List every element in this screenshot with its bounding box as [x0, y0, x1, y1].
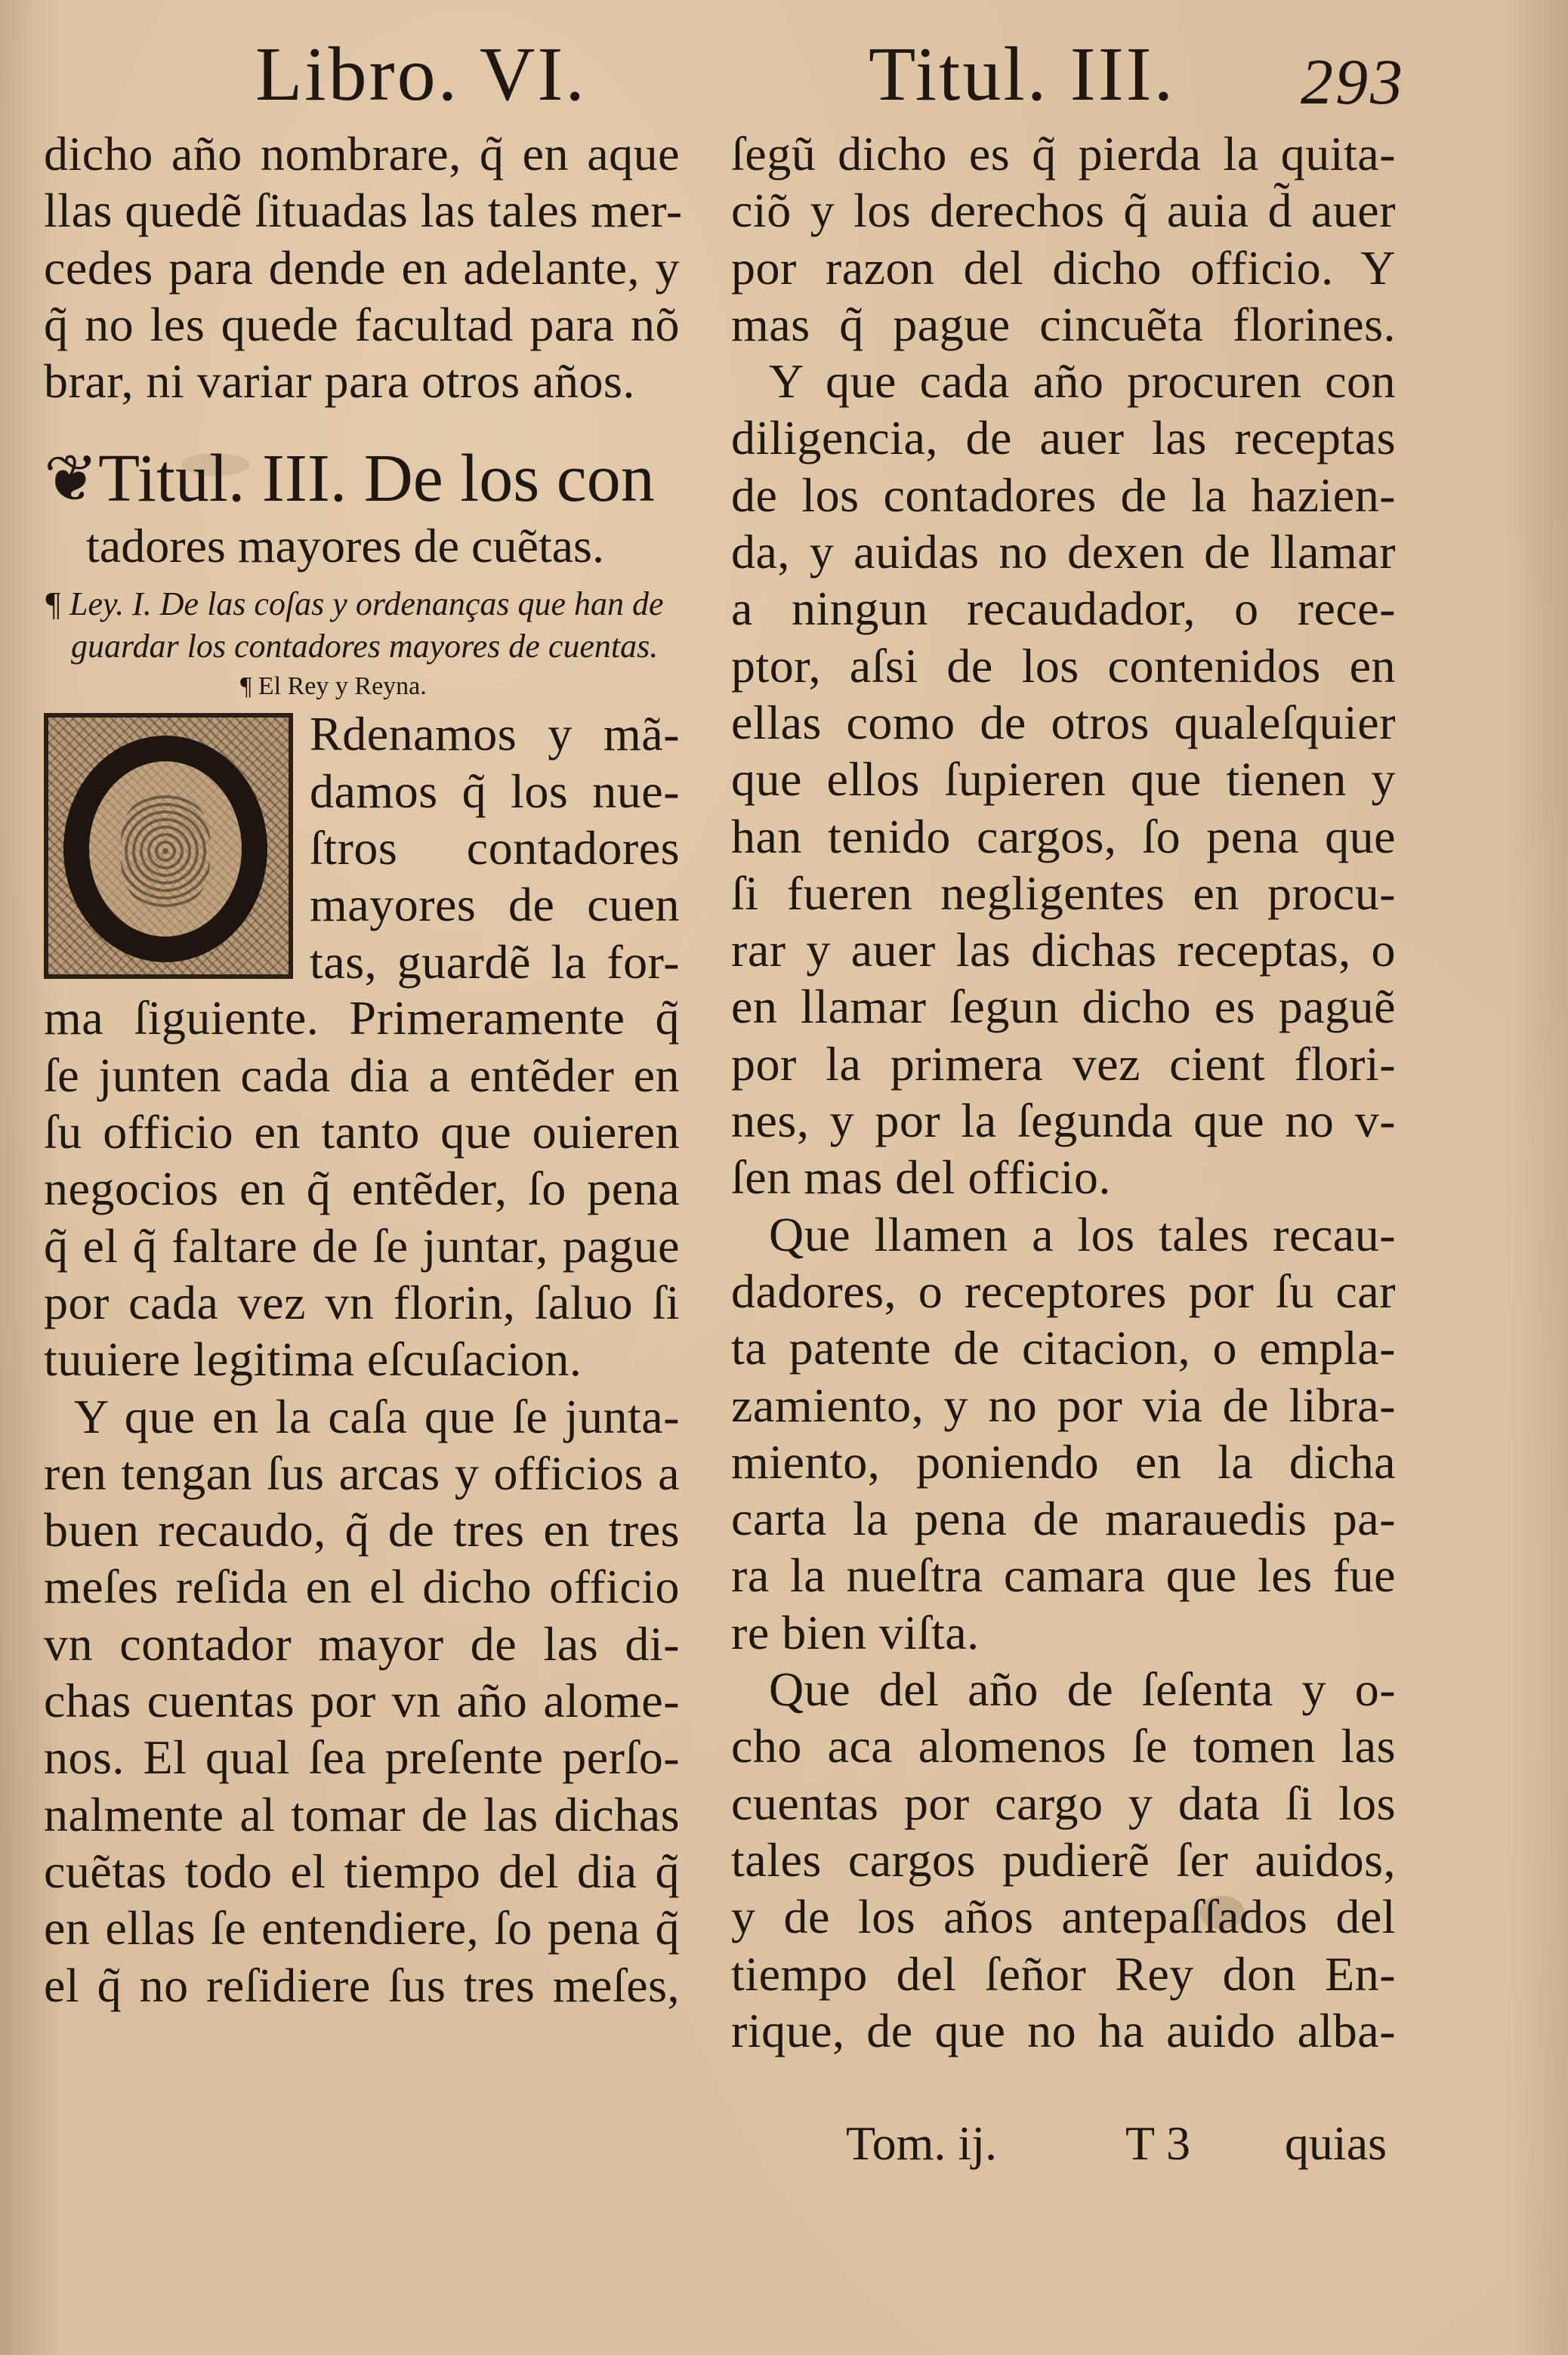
text-line: q̃ el q̃ faltare de ſe juntar, pague: [44, 1218, 680, 1273]
section-title-line1: Titul. III. De los con: [98, 441, 655, 517]
text-line: Que llamen a los tales recau-: [769, 1207, 1396, 1261]
decorated-initial-block: [44, 705, 680, 989]
text-line: ſtros contadores: [310, 821, 680, 875]
text-line: re bien viſta.: [731, 1605, 980, 1659]
text-line: tales cargos pudierẽ ſer auidos,: [731, 1832, 1396, 1887]
running-head-left: Libro. VI.: [255, 32, 587, 117]
right-column: [731, 125, 1396, 2059]
law-rubric-line1: ¶ Ley. I. De las coſas y ordenanças que han de: [44, 585, 664, 623]
decorated-initial-o: [44, 713, 293, 979]
text-line: cuentas por cargo y data ſi los: [731, 1776, 1396, 1830]
text-line: ra la nueſtra camara que les fue: [731, 1548, 1396, 1603]
folio-number: 293: [1301, 45, 1405, 118]
text-line: meſes reſida en el dicho officio: [44, 1560, 680, 1614]
text-line: carta la pena de marauedis pa-: [731, 1492, 1396, 1546]
text-line: tuuiere legitima eſcuſacion.: [44, 1332, 582, 1387]
text-line: han tenido cargos, ſo pena que: [731, 809, 1396, 863]
text-line: da, y auidas no dexen de llamar: [731, 525, 1396, 579]
text-line: en llamar ſegun dicho es paguẽ: [731, 980, 1396, 1034]
text-line: cuẽtas todo el tiempo del dia q̃: [44, 1844, 680, 1898]
text-line: ſegũ dicho es q̃ pierda la quita-: [731, 127, 1396, 181]
text-line: ſi fueren negligentes en procu-: [731, 866, 1396, 920]
text-line: el q̃ no reſidiere ſus tres meſes,: [44, 1958, 680, 2012]
text-line: a ningun recaudador, o rece-: [731, 582, 1396, 636]
text-line: ma ſiguiente. Primeramente q̃: [44, 991, 680, 1045]
text-line: Y que cada año procuren con: [769, 354, 1396, 409]
section-title: [44, 441, 680, 517]
law-rubric-line3: ¶ El Rey y Reyna.: [240, 672, 427, 701]
text-line: buen recaudo, q̃ de tres en tres: [44, 1503, 680, 1557]
text-line: damos q̃ los nue-: [310, 764, 680, 818]
left-column: [44, 125, 683, 2014]
text-line: ptor, aſsi de los contenidos en: [731, 638, 1396, 693]
text-line: brar, ni variar para otros años.: [44, 354, 635, 409]
text-line: q̃ no les quede facultad para nõ: [44, 297, 680, 351]
text-line: Que del año de ſeſenta y o-: [769, 1662, 1396, 1717]
text-line: nalmente al tomar de las dichas: [44, 1787, 680, 1841]
text-line: nes, y por la ſegunda que no v-: [731, 1094, 1396, 1148]
text-line: tas, guardẽ la for-: [310, 934, 680, 989]
text-line: Rdenamos y mã-: [310, 707, 680, 761]
text-line: dicho año nombrare, q̃ en aque: [44, 127, 680, 181]
text-line: en ellas ſe entendiere, ſo pena q̃: [44, 1901, 680, 1955]
text-line: por cada vez vn florin, ſaluo ſi: [44, 1275, 680, 1329]
text-line: vn contador mayor de las di-: [44, 1616, 680, 1671]
text-line: diligencia, de auer las receptas: [731, 411, 1396, 465]
text-line: llas quedẽ ſituadas las tales mer-: [44, 184, 683, 238]
text-line: ta patente de citacion, o empla-: [731, 1321, 1396, 1375]
text-line: nos. El qual ſea preſente perſo-: [44, 1730, 680, 1785]
text-line: mayores de cuen: [310, 878, 680, 932]
text-line: cho aca alomenos ſe tomen las: [731, 1719, 1396, 1773]
text-line: negocios en q̃ entẽder, ſo pena: [44, 1162, 680, 1216]
running-head-center: Titul. III.: [869, 32, 1176, 117]
text-line: que ellos ſupieren que tienen y: [731, 752, 1396, 807]
text-line: rique, de que no ha auido alba-: [731, 2003, 1396, 2057]
text-line: ren tengan ſus arcas y officios a: [44, 1446, 680, 1500]
text-line: ſe junten cada dia a entẽder en: [44, 1048, 680, 1102]
text-line: miento, poniendo en la dicha: [731, 1434, 1396, 1489]
initial-o-ornament: [121, 795, 210, 908]
volume-mark: Tom. ij.: [846, 2116, 997, 2170]
text-line: ellas como de otros qualeſquier: [731, 695, 1396, 749]
text-line: tiempo del ſeñor Rey don En-: [731, 1946, 1396, 2001]
text-line: rar y auer las dichas receptas, o: [731, 923, 1396, 977]
text-line: por razon del dicho officio. Y: [731, 240, 1396, 295]
signature-mark: T 3: [1125, 2116, 1190, 2170]
text-line: cedes para dende en adelante, y: [44, 240, 680, 295]
text-line: Y que en la caſa que ſe junta-: [74, 1389, 680, 1443]
catchword: quias: [1284, 2116, 1387, 2170]
text-line: ſu officio en tanto que ouieren: [44, 1105, 680, 1159]
text-line: zamiento, y no por via de libra-: [731, 1378, 1396, 1432]
text-line: de los contadores de la hazien-: [731, 468, 1396, 522]
section-title-line2: tadores mayores de cuẽtas.: [86, 519, 604, 573]
text-line: ciõ y los derechos q̃ auia d̃ auer: [731, 184, 1396, 238]
text-line: ſen mas del officio.: [731, 1150, 1111, 1205]
text-line: chas cuentas por vn año alome-: [44, 1674, 680, 1728]
text-line: por la primera vez cient flori-: [731, 1036, 1396, 1091]
fleuron-icon: ❦: [44, 443, 99, 516]
law-rubric-line2: guardar los contadores mayores de cuentas.: [71, 628, 659, 665]
text-line: dadores, o receptores por ſu car: [731, 1264, 1396, 1318]
text-line: mas q̃ pague cincuẽta florines.: [731, 297, 1396, 351]
initial-adjacent-lines: [310, 705, 680, 989]
catchline: [846, 2113, 1387, 2174]
text-line: y de los años antepaſſados del: [731, 1890, 1396, 1944]
